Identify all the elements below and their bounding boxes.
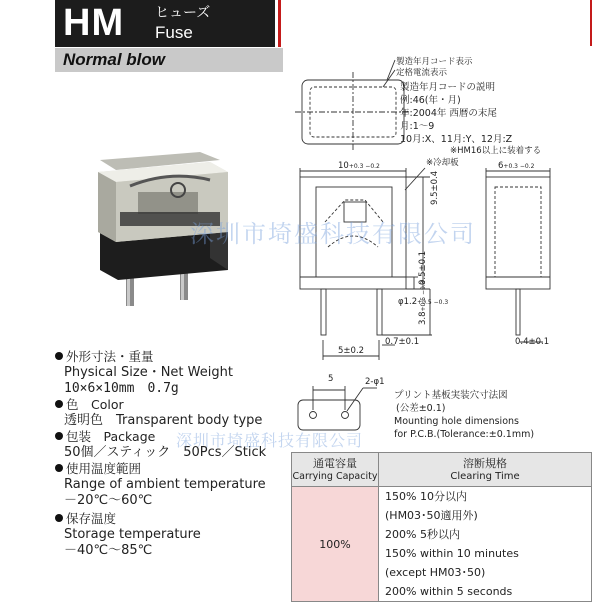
- code-explain-line1: 例:46(年・月): [400, 95, 461, 106]
- clearing-values: 150% 10分以内 (HM03･50適用外) 200% 5秒以内 150% within 10 minutes (except HM03･50) 200% within 5 seconds: [379, 487, 592, 602]
- spec-color-line1: 透明色 Transparent body type: [64, 413, 263, 428]
- hm16-note: ※HM16以上に装着する: [450, 146, 542, 156]
- code-explain-line2: 年:2004年 西暦の末尾: [400, 108, 497, 119]
- pcb-title-en: Mounting hole dimensions: [394, 416, 519, 427]
- spec-package-line1: 50個／スティック 50Pcs／Stick: [64, 445, 267, 460]
- col-clearing-header: 溶断規格 Clearing Time: [379, 453, 592, 487]
- hole-pitch: 5: [328, 374, 334, 384]
- title-jp: ヒューズ: [155, 5, 211, 21]
- cooling-plate-note: ※冷却板: [426, 158, 459, 168]
- subtitle: Normal blow: [63, 50, 166, 69]
- header-block: [55, 0, 275, 47]
- dim-pitch: 5±0.2: [338, 346, 365, 356]
- code-explain-title: 製造年月コードの説明: [400, 82, 496, 93]
- spec-ambient-label: 使用温度範囲: [55, 461, 141, 477]
- spec-storage-line2: －40℃～85℃: [64, 543, 153, 558]
- watermark-1: 深圳市埼盛科技有限公司: [190, 220, 476, 248]
- dim-base: 0.5±0.1: [418, 250, 428, 285]
- subtitle-bar: [55, 48, 283, 72]
- col-capacity-header: 通電容量 Carrying Capacity: [292, 453, 379, 487]
- label-mfg-code: 製造年月コード表示: [396, 57, 473, 67]
- spec-package-label: 包装 Package: [55, 429, 155, 445]
- spec-size-label: 外形寸法・重量: [55, 349, 154, 365]
- code-explain-line4: 10月:X、11月:Y、12月:Z: [400, 134, 513, 145]
- spec-color-label: 色 Color: [55, 397, 124, 413]
- spec-size-line1: Physical Size・Net Weight: [64, 365, 233, 380]
- code-explain-line3: 月:1～9: [400, 121, 435, 132]
- dim-height: 9.5±0.4: [430, 170, 440, 205]
- pcb-tol-jp: (公差±0.1): [396, 403, 446, 414]
- spec-storage-label: 保存温度: [55, 511, 116, 527]
- dim-pin-width: 0.7±0.1: [385, 337, 420, 347]
- model-name: HM: [63, 2, 125, 44]
- title-en: Fuse: [155, 23, 193, 42]
- dim-width: 10+0.3 −0.2: [338, 161, 380, 171]
- spec-ambient-line2: －20℃～60℃: [64, 493, 153, 508]
- pcb-title-jp: プリント基板実装穴寸法図: [394, 390, 508, 401]
- spec-storage-line1: Storage temperature: [64, 527, 201, 542]
- pcb-tol-en: for P.C.B.(Tolerance:±0.1mm): [394, 429, 535, 440]
- spec-size-line2: 10×6×10mm 0.7g: [64, 381, 179, 396]
- capacity-value: 100%: [292, 487, 379, 602]
- spec-ambient-line1: Range of ambient temperature: [64, 477, 266, 492]
- accent-bar: [278, 0, 281, 47]
- dim-pin-length: 3.8+0.5 −0.3: [418, 280, 428, 325]
- dim-pin-thickness: 0.4±0.1: [515, 337, 550, 347]
- label-rated-current: 定格電流表示: [396, 68, 448, 78]
- hole-diameter: 2-φ1: [365, 377, 385, 387]
- clearing-time-table: [291, 452, 592, 602]
- watermark-2: 深圳市埼盛科技有限公司: [176, 431, 364, 450]
- dim-depth: 6+0.3 −0.2: [498, 161, 535, 171]
- accent-line: [590, 0, 592, 46]
- fuse-photo: [60, 80, 275, 340]
- dim-pin-diameter: φ1.2+0.5 −0.3: [398, 297, 449, 307]
